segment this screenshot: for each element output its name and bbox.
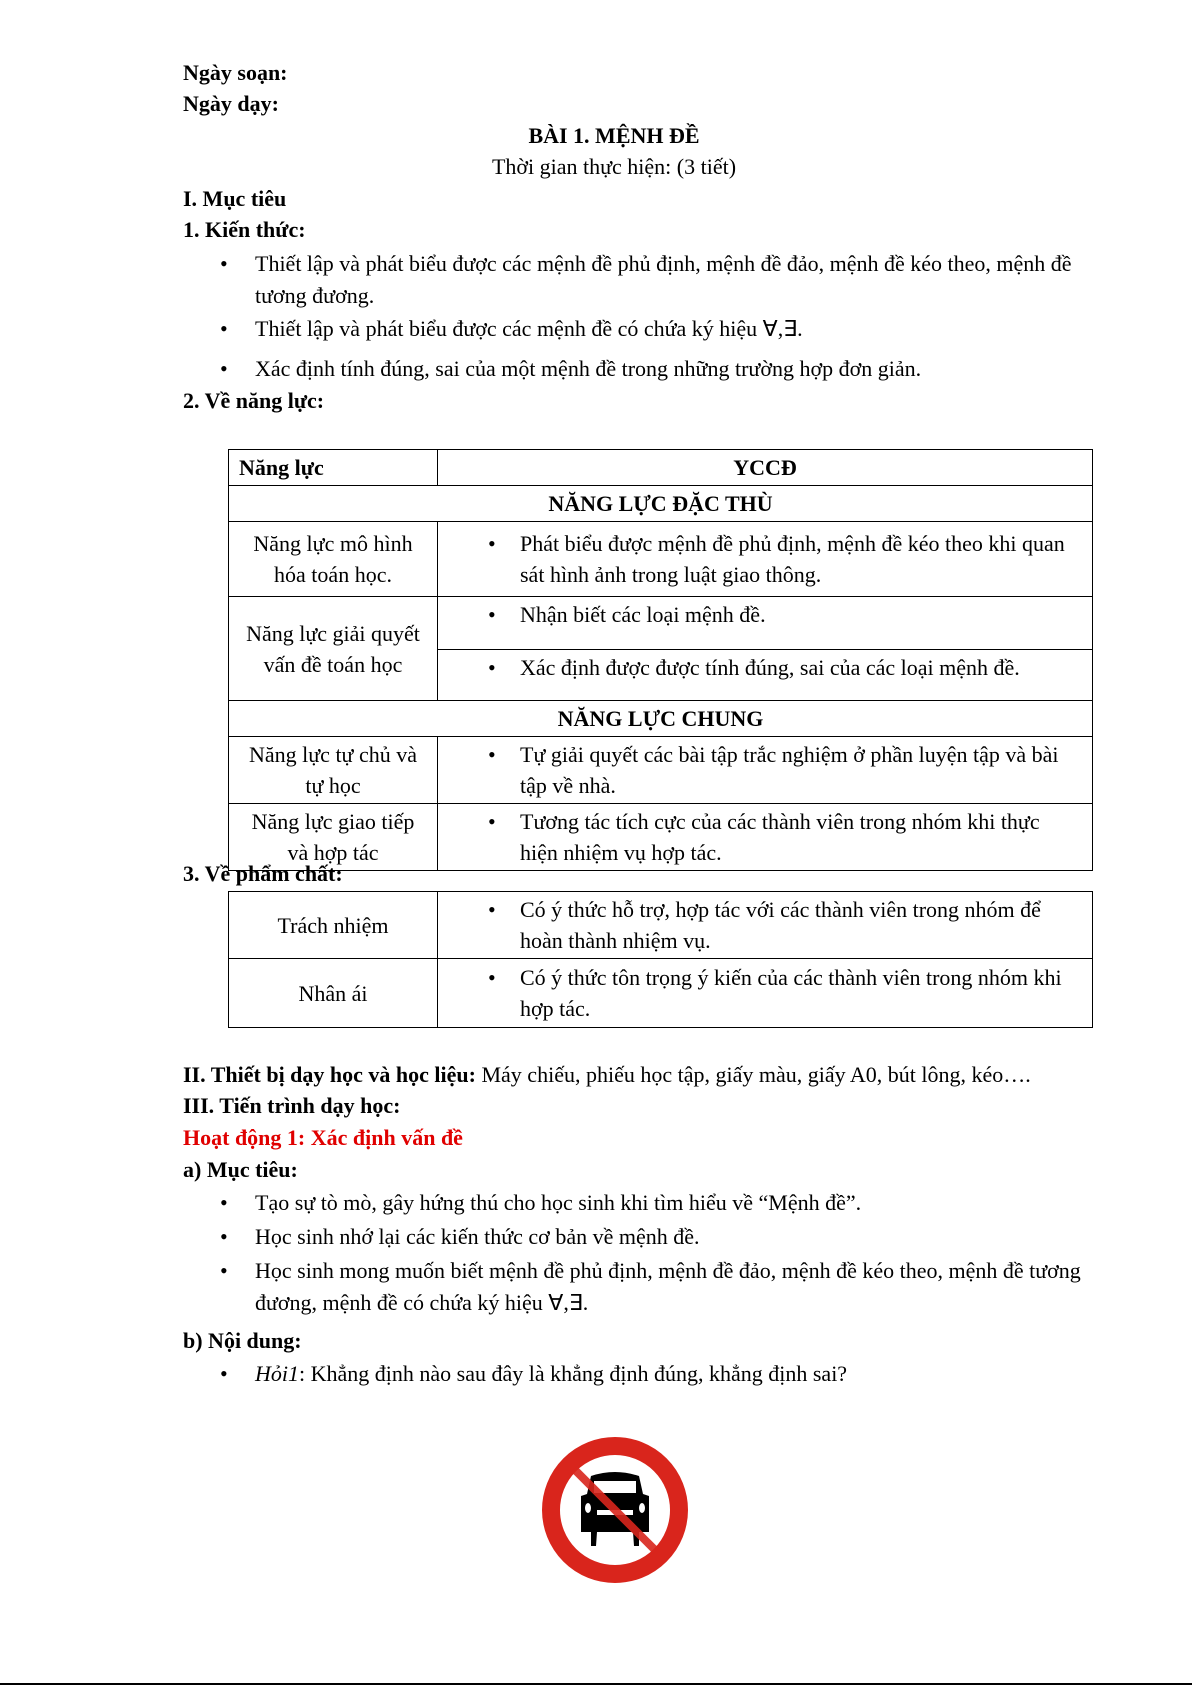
quality-name: Trách nhiệm bbox=[229, 892, 438, 959]
requirement: • Có ý thức tôn trọng ý kiến của các thành viên trong nhóm khi hợp tác. bbox=[448, 962, 1082, 1024]
prep-date-label: Ngày soạn: bbox=[183, 60, 288, 85]
question-item bbox=[255, 1358, 1110, 1390]
equipment-heading: II. Thiết bị dạy học và học liệu: bbox=[183, 1062, 476, 1087]
quality-heading: 3. Về phẩm chất: bbox=[183, 861, 343, 886]
header-requirement: YCCĐ bbox=[438, 450, 1093, 486]
knowledge-item: • Xác định tính đúng, sai của một mệnh đề trong những trường hợp đơn giản. bbox=[255, 353, 1110, 385]
goal-item: • Tạo sự tò mò, gây hứng thú cho học sinh khi tìm hiểu về “Mệnh đề”. bbox=[255, 1187, 1110, 1219]
no-car-sign-image bbox=[539, 1434, 691, 1586]
requirement: • Xác định được được tính đúng, sai của các loại mệnh đề. bbox=[448, 652, 1082, 683]
quality-table bbox=[228, 891, 1093, 1028]
activity-heading: Hoạt động 1: Xác định vấn đề bbox=[183, 1125, 463, 1150]
competence-name: Năng lực giải quyết vấn đề toán học bbox=[229, 597, 438, 701]
competence-table bbox=[228, 449, 1093, 871]
goal-heading: a) Mục tiêu: bbox=[183, 1157, 298, 1182]
group-general: NĂNG LỰC CHUNG bbox=[229, 701, 1093, 737]
goal-item: • Học sinh nhớ lại các kiến thức cơ bản về mệnh đề. bbox=[255, 1221, 1110, 1253]
objectives-heading: I. Mục tiêu bbox=[183, 186, 287, 211]
equipment-text: Máy chiếu, phiếu học tập, giấy màu, giấy A0, bút lông, kéo…. bbox=[475, 1062, 1031, 1087]
competence-name: Năng lực mô hình hóa toán học. bbox=[229, 522, 438, 597]
competence-name: Năng lực tự chủ và tự học bbox=[229, 737, 438, 804]
knowledge-item: • Thiết lập và phát biểu được các mệnh đề có chứa ký hiệu ∀,∃. bbox=[255, 313, 1110, 345]
requirement: • Tự giải quyết các bài tập trắc nghiệm ở phần luyện tập và bài tập về nhà. bbox=[448, 739, 1082, 801]
competence-name: Năng lực giao tiếp và hợp tác bbox=[229, 804, 438, 871]
quality-name: Nhân ái bbox=[229, 959, 438, 1028]
header-competence: Năng lực bbox=[229, 450, 438, 486]
requirement: • Phát biểu được mệnh đề phủ định, mệnh đề kéo theo khi quan sát hình ảnh trong luật giao thông. bbox=[448, 528, 1082, 590]
requirement: • Nhận biết các loại mệnh đề. bbox=[448, 599, 1082, 630]
knowledge-heading: 1. Kiến thức: bbox=[183, 217, 306, 242]
requirement: • Có ý thức hỗ trợ, hợp tác với các thành viên trong nhóm để hoàn thành nhiệm vụ. bbox=[448, 894, 1082, 956]
goal-item: • Học sinh mong muốn biết mệnh đề phủ định, mệnh đề đảo, mệnh đề kéo theo, mệnh đề tương đương, mệnh đề có chứa ký hiệu ∀,∃. bbox=[255, 1255, 1110, 1319]
equipment-line bbox=[183, 1059, 1031, 1090]
competence-heading: 2. Về năng lực: bbox=[183, 388, 325, 413]
question-text: : Khẳng định nào sau đây là khẳng định đúng, khẳng định sai? bbox=[299, 1361, 848, 1386]
process-heading: III. Tiến trình dạy học: bbox=[183, 1093, 401, 1118]
content-heading: b) Nội dung: bbox=[183, 1328, 302, 1353]
lesson-title: BÀI 1. MỆNH ĐỀ bbox=[528, 123, 700, 148]
lesson-time: Thời gian thực hiện: (3 tiết) bbox=[491, 154, 737, 179]
question-label: Hỏi1 bbox=[255, 1361, 299, 1386]
teach-date-label: Ngày dạy: bbox=[183, 91, 279, 116]
knowledge-item: • Thiết lập và phát biểu được các mệnh đề phủ định, mệnh đề đảo, mệnh đề kéo theo, mệnh đề tương đương. bbox=[255, 248, 1110, 312]
requirement: • Tương tác tích cực của các thành viên trong nhóm khi thực hiện nhiệm vụ hợp tác. bbox=[448, 806, 1082, 868]
group-specific: NĂNG LỰC ĐẶC THÙ bbox=[229, 486, 1093, 522]
